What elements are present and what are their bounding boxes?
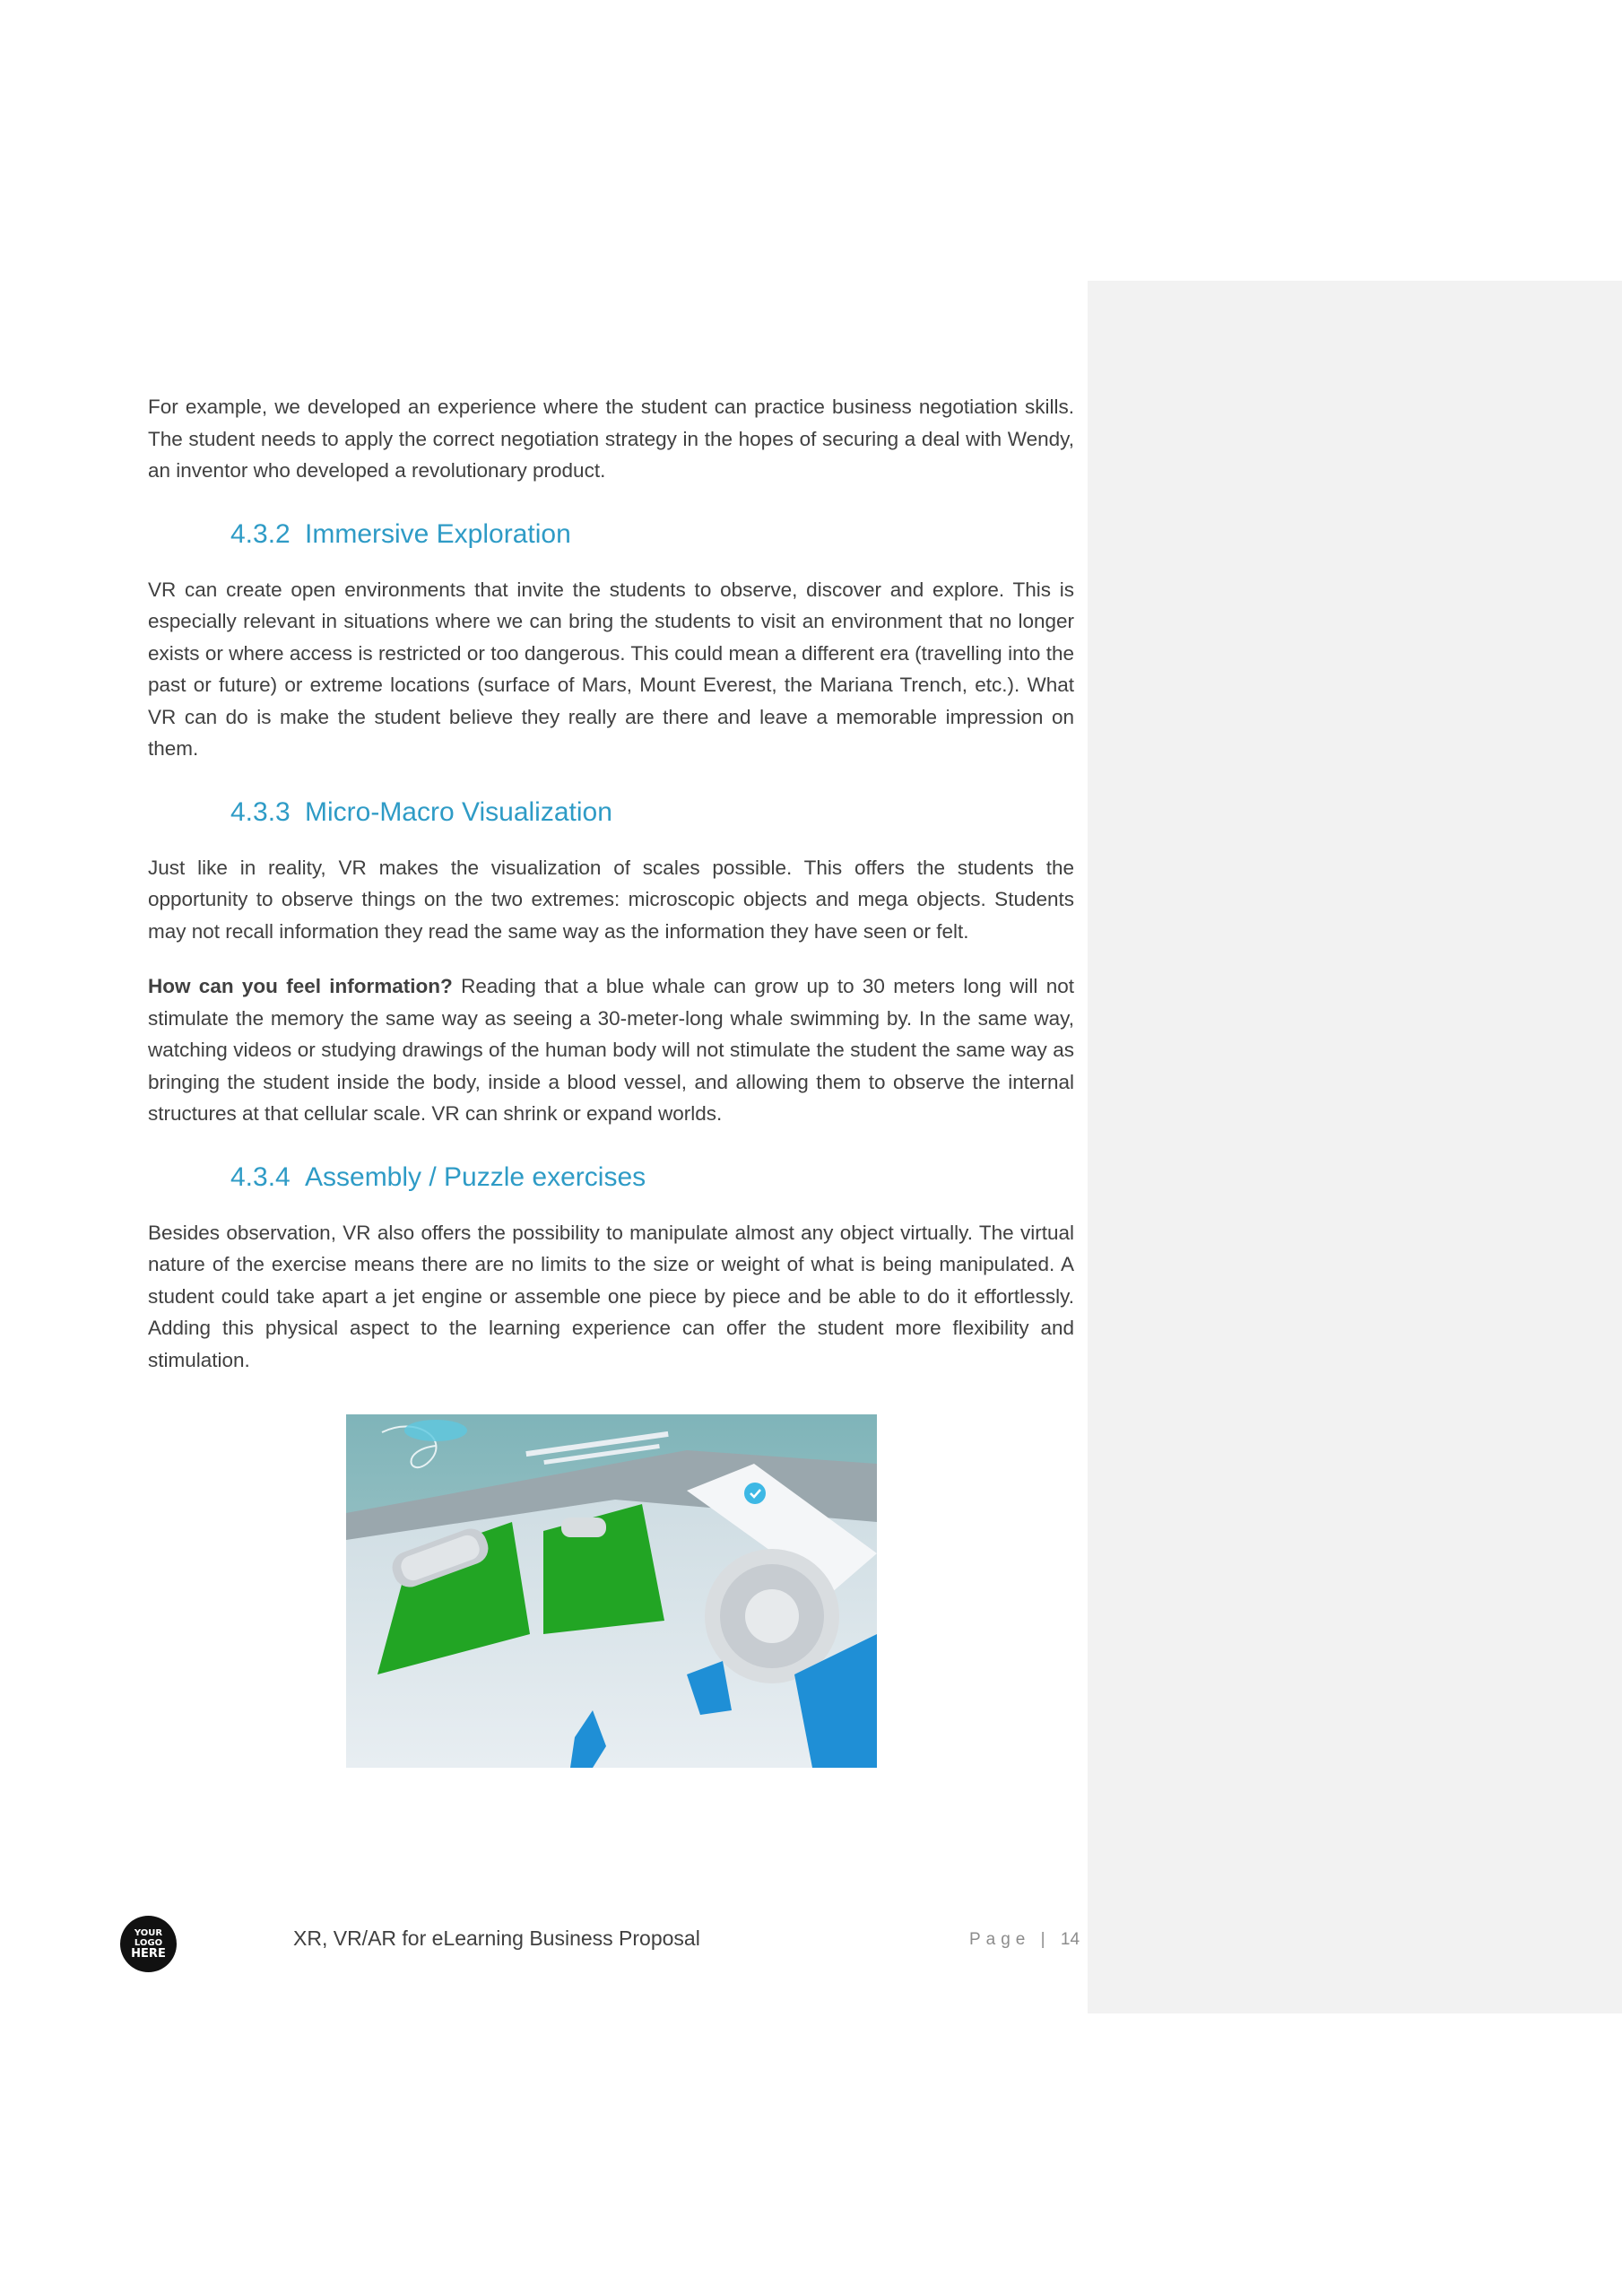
footer-page-number [969, 1930, 1080, 1950]
footer-document-title: XR, VR/AR for eLearning Business Proposal [293, 1926, 700, 1950]
engine-part-small [561, 1518, 606, 1537]
paragraph-text: Reading that a blue whale can grow up to 30 meters long will not stimulate the memory the same way as seeing a 30-meter-long whale swimming by. In the same way, watching videos or studying drawings of the human body will not stimulate the student the same way as bringing the student inside the body, inside a blood vessel, and allowing them to observe the internal structures at that cellular scale. VR can shrink or expand worlds. [148, 975, 1074, 1125]
section-title: Micro-Macro Visualization [305, 796, 612, 827]
paragraph [148, 970, 1074, 1130]
page-body [148, 391, 1074, 1376]
paragraph: For example, we developed an experience where the student can practice business negotiation skills. The student needs to apply the correct negotiation strategy in the hopes of securing a deal with Wendy, an inventor who developed a revolutionary product. [148, 396, 1074, 482]
section-number: 4.3.4 [230, 1161, 291, 1192]
vr-scene-image [346, 1414, 877, 1768]
paragraph: VR can create open environments that invite the students to observe, discover and explore. This is especially relevant in situations where we can bring the students to visit an environment that no longer exists or where access is restricted or too dangerous. This could mean a different era (travelling into the past or future) or extreme locations (surface of Mars, Mount Everest, the Mariana Trench, etc.). What VR can do is make the student believe they really are there and leave a memorable impression on them. [148, 578, 1074, 760]
section-number: 4.3.2 [230, 518, 291, 549]
instruction-bubble [404, 1420, 467, 1441]
vr-assembly-figure [346, 1414, 877, 1768]
section-heading-4-3-3 [148, 795, 1074, 831]
logo-line: YOUR [134, 1927, 163, 1938]
section-title: Assembly / Puzzle exercises [305, 1161, 646, 1192]
section-heading-4-3-4 [148, 1160, 1074, 1196]
company-logo [120, 1916, 177, 1972]
section-heading-4-3-2 [148, 517, 1074, 552]
logo-line: HERE [131, 1946, 166, 1961]
page-label: Page [969, 1930, 1031, 1949]
section-title: Immersive Exploration [305, 518, 571, 549]
paragraph: Just like in reality, VR makes the visualization of scales possible. This offers the students the opportunity to observe things on the two extremes: microscopic objects and mega objects. Students may not recall information they read the same way as the information they have seen or felt. [148, 856, 1074, 943]
section-number: 4.3.3 [230, 796, 291, 827]
bold-question: How can you feel information? [148, 975, 453, 997]
page-separator: | [1040, 1930, 1051, 1949]
comment-pane [1088, 281, 1622, 2013]
page-number: 14 [1060, 1930, 1080, 1949]
logo-line: LOGO [134, 1937, 163, 1948]
paragraph: Besides observation, VR also offers the possibility to manipulate almost any object virtually. The virtual nature of the exercise means there are no limits to the size or weight of what is being manipulated. A student could take apart a jet engine or assemble one piece by piece and be able to do it effortlessly. Adding this physical aspect to the learning experience can offer the student more flexibility and stimulation. [148, 1221, 1074, 1371]
check-icon [744, 1483, 766, 1504]
